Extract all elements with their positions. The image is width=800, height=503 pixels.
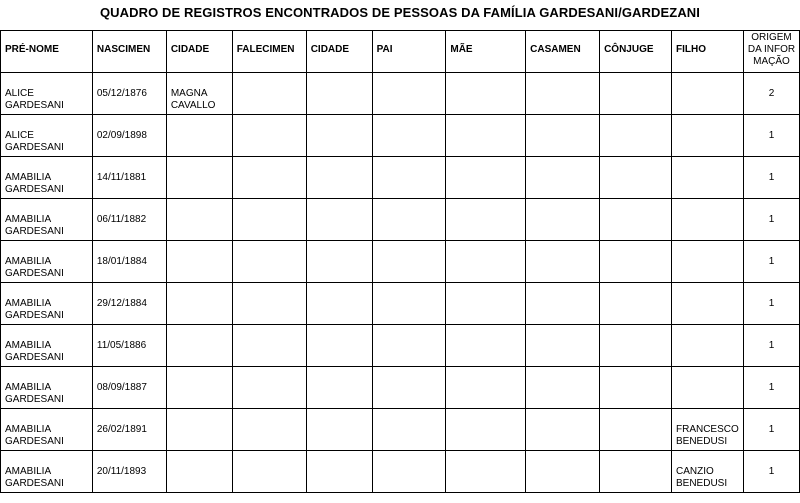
cell-nascimento: 14/11/1881 [92, 157, 166, 199]
cell-casamento [526, 241, 600, 283]
cell-nome [1, 283, 93, 325]
cell-falecimento [232, 157, 306, 199]
cell-casamento [526, 199, 600, 241]
col-header-prenome: PRÉ-NOME [1, 31, 93, 73]
cell-cidade [166, 73, 232, 115]
cell-conjuge [600, 325, 672, 367]
cell-cidade [166, 283, 232, 325]
cell-casamento [526, 409, 600, 451]
cell-nome-line: GARDESANI [5, 478, 64, 489]
cell-conjuge [600, 73, 672, 115]
cell-conjuge [600, 115, 672, 157]
cell-origem: 1 [743, 157, 799, 199]
cell-pai [372, 325, 446, 367]
cell-cidade [166, 409, 232, 451]
cell-filho [671, 157, 743, 199]
cell-mae [446, 283, 526, 325]
cell-nome-line: AMABILIA [5, 214, 52, 225]
cell-nascimento: 06/11/1882 [92, 199, 166, 241]
cell-filho [671, 73, 743, 115]
cell-filho-line: CANZIO [675, 466, 714, 477]
cell-filho-line: BENEDUSI [675, 478, 728, 489]
cell-cidade-falecimento [306, 115, 372, 157]
cell-mae [446, 199, 526, 241]
col-header-origem-line: MAÇÃO [753, 56, 790, 67]
cell-filho [671, 325, 743, 367]
cell-cidade [166, 199, 232, 241]
table-row [1, 199, 800, 241]
cell-conjuge [600, 199, 672, 241]
col-header-pai: PAI [372, 31, 446, 73]
cell-cidade [166, 367, 232, 409]
cell-cidade-falecimento [306, 283, 372, 325]
cell-falecimento [232, 199, 306, 241]
cell-nome-line: GARDESANI [5, 394, 64, 405]
cell-nome [1, 73, 93, 115]
col-header-origem-line: ORIGEM [751, 32, 792, 43]
cell-nome-line: GARDESANI [5, 226, 64, 237]
cell-nome-line: AMABILIA [5, 466, 52, 477]
cell-cidade-falecimento [306, 367, 372, 409]
cell-falecimento [232, 409, 306, 451]
table-row [1, 325, 800, 367]
cell-conjuge [600, 451, 672, 493]
cell-pai [372, 73, 446, 115]
cell-cidade [166, 451, 232, 493]
cell-pai [372, 199, 446, 241]
cell-nome-line: GARDESANI [5, 268, 64, 279]
cell-origem: 2 [743, 73, 799, 115]
cell-nascimento: 08/09/1887 [92, 367, 166, 409]
cell-origem: 1 [743, 367, 799, 409]
table-row [1, 409, 800, 451]
cell-falecimento [232, 325, 306, 367]
col-header-conjuge: CÔNJUGE [600, 31, 672, 73]
cell-nascimento: 05/12/1876 [92, 73, 166, 115]
col-header-origem [743, 31, 799, 73]
cell-cidade-line: MAGNA [170, 88, 208, 99]
cell-filho [671, 409, 743, 451]
cell-casamento [526, 367, 600, 409]
cell-mae [446, 367, 526, 409]
cell-pai [372, 451, 446, 493]
cell-nascimento: 18/01/1884 [92, 241, 166, 283]
cell-falecimento [232, 367, 306, 409]
cell-origem: 1 [743, 115, 799, 157]
cell-filho-line: BENEDUSI [675, 436, 728, 447]
cell-origem: 1 [743, 451, 799, 493]
cell-mae [446, 325, 526, 367]
cell-nome [1, 325, 93, 367]
cell-nascimento: 02/09/1898 [92, 115, 166, 157]
col-header-nascimento: NASCIMEN [92, 31, 166, 73]
table-row [1, 115, 800, 157]
cell-pai [372, 283, 446, 325]
cell-pai [372, 409, 446, 451]
cell-nome-line: AMABILIA [5, 424, 52, 435]
cell-casamento [526, 157, 600, 199]
cell-nome [1, 409, 93, 451]
cell-conjuge [600, 283, 672, 325]
cell-casamento [526, 283, 600, 325]
cell-filho [671, 199, 743, 241]
table-row [1, 157, 800, 199]
cell-cidade [166, 157, 232, 199]
cell-nome-line: AMABILIA [5, 298, 52, 309]
cell-pai [372, 241, 446, 283]
cell-casamento [526, 325, 600, 367]
col-header-mae: MÃE [446, 31, 526, 73]
cell-nome-line: GARDESANI [5, 310, 64, 321]
cell-mae [446, 115, 526, 157]
page-title: QUADRO DE REGISTROS ENCONTRADOS DE PESSOAS DA FAMÍLIA GARDESANI/GARDEZANI [99, 5, 701, 20]
cell-filho-line: FRANCESCO [675, 424, 739, 435]
cell-nome-line: ALICE [5, 88, 34, 99]
cell-nome-line: GARDESANI [5, 100, 64, 111]
cell-nascimento: 26/02/1891 [92, 409, 166, 451]
cell-falecimento [232, 73, 306, 115]
cell-nome-line: AMABILIA [5, 340, 52, 351]
cell-mae [446, 241, 526, 283]
records-body [1, 73, 800, 493]
cell-cidade [166, 115, 232, 157]
col-header-cidade: CIDADE [166, 31, 232, 73]
cell-nome-line: GARDESANI [5, 436, 64, 447]
cell-nome-line: AMABILIA [5, 382, 52, 393]
cell-nome [1, 367, 93, 409]
cell-nome [1, 115, 93, 157]
cell-nome [1, 241, 93, 283]
header-row [1, 31, 800, 73]
col-header-casamento: CASAMEN [526, 31, 600, 73]
cell-nascimento: 20/11/1893 [92, 451, 166, 493]
table-row [1, 241, 800, 283]
cell-falecimento [232, 451, 306, 493]
table-row [1, 367, 800, 409]
cell-nascimento: 11/05/1886 [92, 325, 166, 367]
cell-conjuge [600, 241, 672, 283]
cell-nome-line: ALICE [5, 130, 34, 141]
cell-filho [671, 283, 743, 325]
col-header-cidade-falecimento: CIDADE [306, 31, 372, 73]
cell-origem: 1 [743, 283, 799, 325]
cell-nome-line: AMABILIA [5, 172, 52, 183]
cell-origem: 1 [743, 241, 799, 283]
cell-pai [372, 367, 446, 409]
cell-filho [671, 451, 743, 493]
cell-cidade-falecimento [306, 73, 372, 115]
cell-nome [1, 451, 93, 493]
cell-cidade-falecimento [306, 157, 372, 199]
cell-cidade [166, 241, 232, 283]
cell-mae [446, 73, 526, 115]
cell-nome-line: AMABILIA [5, 256, 52, 267]
cell-cidade [166, 325, 232, 367]
cell-origem: 1 [743, 325, 799, 367]
cell-mae [446, 409, 526, 451]
cell-nome-line: GARDESANI [5, 142, 64, 153]
cell-cidade-falecimento [306, 199, 372, 241]
cell-cidade-falecimento [306, 325, 372, 367]
cell-filho [671, 367, 743, 409]
cell-nome-line: GARDESANI [5, 352, 64, 363]
cell-nascimento: 29/12/1884 [92, 283, 166, 325]
col-header-filho: FILHO [671, 31, 743, 73]
cell-casamento [526, 115, 600, 157]
table-row [1, 451, 800, 493]
cell-pai [372, 157, 446, 199]
cell-nome [1, 199, 93, 241]
cell-falecimento [232, 283, 306, 325]
cell-filho [671, 241, 743, 283]
records-table [0, 30, 800, 493]
cell-filho [671, 115, 743, 157]
table-row [1, 73, 800, 115]
cell-casamento [526, 73, 600, 115]
cell-casamento [526, 451, 600, 493]
cell-cidade-falecimento [306, 409, 372, 451]
cell-origem: 1 [743, 199, 799, 241]
cell-conjuge [600, 367, 672, 409]
cell-mae [446, 157, 526, 199]
cell-falecimento [232, 115, 306, 157]
cell-pai [372, 115, 446, 157]
cell-mae [446, 451, 526, 493]
col-header-origem-line: DA INFOR [747, 44, 796, 55]
cell-nome-line: GARDESANI [5, 184, 64, 195]
table-row [1, 283, 800, 325]
cell-conjuge [600, 409, 672, 451]
col-header-falecimento: FALECIMEN [232, 31, 306, 73]
cell-falecimento [232, 241, 306, 283]
cell-origem: 1 [743, 409, 799, 451]
cell-cidade-line: CAVALLO [170, 100, 216, 111]
cell-cidade-falecimento [306, 241, 372, 283]
cell-cidade-falecimento [306, 451, 372, 493]
cell-conjuge [600, 157, 672, 199]
cell-nome [1, 157, 93, 199]
